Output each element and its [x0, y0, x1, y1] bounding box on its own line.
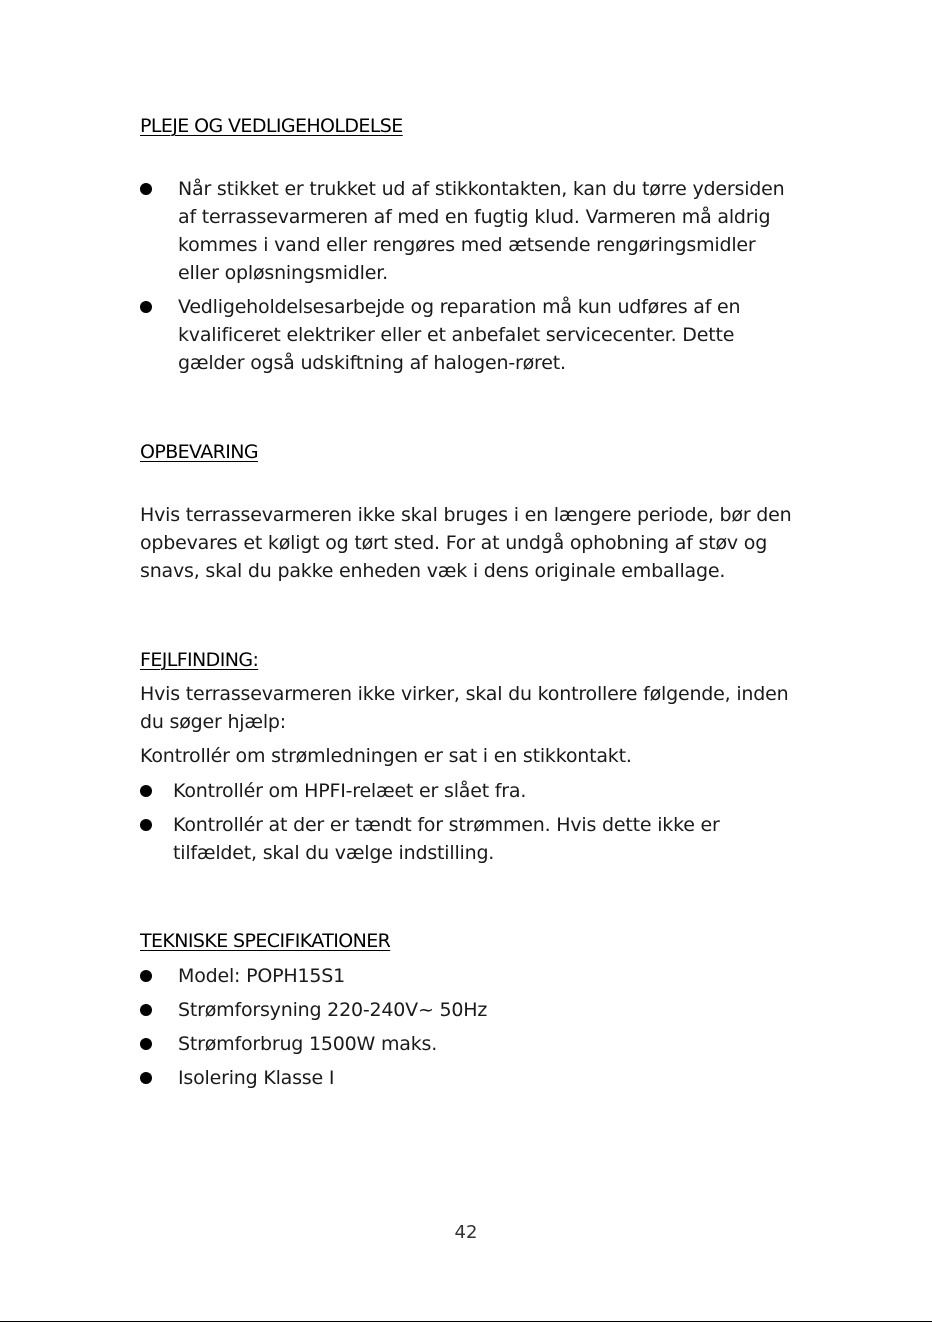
specs-bullet-4-text: Isolering Klasse I [178, 1067, 335, 1089]
specs-bullet-2-text: Strømforsyning 220-240V~ 50Hz [178, 999, 488, 1021]
troubleshooting-bullet-1-text: Kontrollér om HPFI-relæet er slået fra. [173, 780, 527, 802]
care-heading: PLEJE OG VEDLIGEHOLDELSE [140, 115, 403, 137]
troubleshooting-intro: Hvis terrassevarmeren ikke virker, skal du kontrollere følgende, inden du søger hjælp: [140, 683, 789, 733]
troubleshooting-line: Kontrollér om strømledningen er sat i en stikkontakt. [140, 745, 632, 767]
bullet-dot-icon [140, 1004, 152, 1016]
bullet-dot-icon [140, 819, 152, 831]
troubleshooting-bullet-2-text: Kontrollér at der er tændt for strømmen. Hvis dette ikke er tilfældet, skal du vælge indstilling. [173, 814, 720, 864]
bullet-dot-icon [140, 1038, 152, 1050]
storage-heading: OPBEVARING [140, 441, 258, 463]
bullet-dot-icon [140, 785, 152, 797]
troubleshooting-heading: FEJLFINDING: [140, 649, 259, 671]
specs-bullet-3-text: Strømforbrug 1500W maks. [178, 1033, 438, 1055]
specs-heading: TEKNISKE SPECIFIKATIONER [140, 930, 391, 952]
bullet-dot-icon [140, 970, 152, 982]
bullet-dot-icon [140, 183, 152, 195]
care-bullet-2-text: Vedligeholdelsesarbejde og reparation må kun udføres af en kvalificeret elektriker eller et anbefalet servicecenter. Dette gælder også udskiftning af halogen-røret. [178, 296, 741, 374]
bullet-dot-icon [140, 301, 152, 313]
storage-paragraph: Hvis terrassevarmeren ikke skal bruges i en længere periode, bør den opbevares et køligt og tørt sted. For at undgå ophobning af støv og snavs, skal du pakke enheden væk i dens originale emballage. [140, 504, 792, 582]
page-number: 42 [454, 1222, 478, 1243]
bottom-divider [0, 1321, 932, 1322]
specs-bullet-1-text: Model: POPH15S1 [178, 965, 345, 987]
care-bullet-1-text: Når stikket er trukket ud af stikkontakten, kan du tørre ydersiden af terrassevarmeren af med en fugtig klud. Varmeren må aldrig kommes i vand eller rengøres med ætsende rengøringsmidler eller opløsningsmidler. [178, 178, 785, 284]
bullet-dot-icon [140, 1072, 152, 1084]
